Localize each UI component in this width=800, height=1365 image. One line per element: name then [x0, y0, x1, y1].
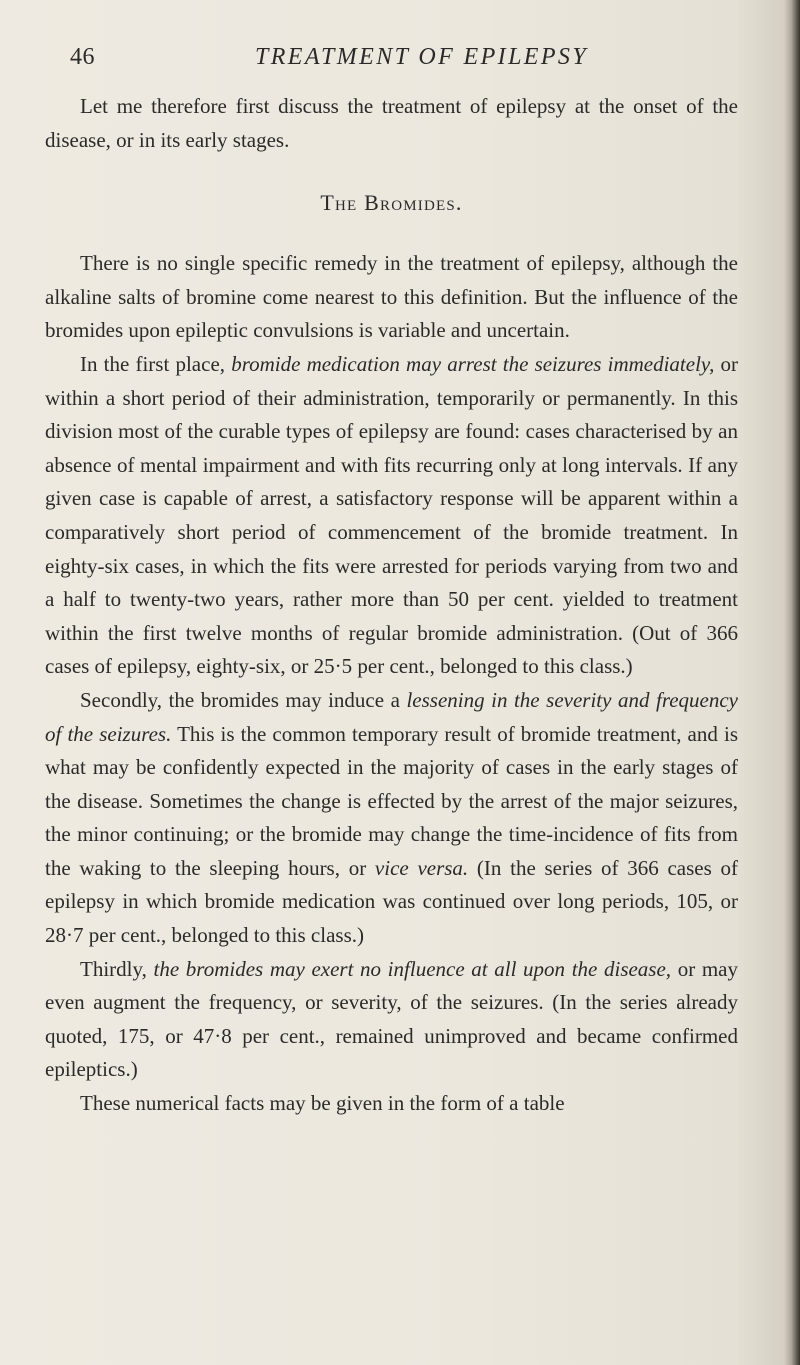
- text-run: or within a short period of their administration, temporarily or permanently. In this division most of the curable types of epilepsy are found: cases characterised by an absence of mental impairment and with fits recurring only at long intervals. If any given case is capable of arrest, a satisfactory response will be apparent within a comparatively short period of commencement of the bromide treatment. In eighty-six cases, in which the fits were arrested for periods varying from two and a half to twenty-two years, rather more than 50 per cent. yielded to treatment within the first twelve months of regular bromide administration. (Out of 366 cases of epilepsy, eighty-six, or 25·5 per cent., belonged to this class.): [45, 351, 739, 679]
- text-run: Secondly, the bromides may induce a: [80, 687, 407, 712]
- page-edge-shadow: [784, 0, 800, 1365]
- italic-phrase: the bromides may exert no influence at all upon the disease,: [153, 956, 672, 981]
- body-text: [45, 90, 738, 1121]
- italic-phrase: bromide medication may arrest the seizures immediately,: [231, 351, 715, 376]
- paragraph-secondly: [45, 684, 738, 953]
- paragraph-first-place: [45, 348, 738, 684]
- section-heading: The Bromides.: [320, 190, 463, 216]
- paragraph-thirdly: [45, 953, 738, 1087]
- paragraph-intro: Let me therefore first discuss the treatment of epilepsy at the onset of the disease, or in its early stages.: [45, 94, 738, 152]
- running-title: TREATMENT OF EPILEPSY: [255, 44, 589, 70]
- text-run: In the first place,: [80, 351, 232, 376]
- text-run: This is the common temporary result of bromide treatment, and is what may be confidently expected in the majority of cases in the early stages of the disease. Sometimes the change is effected by the arrest of the major seizures, the minor continuing; or the bromide may change the time-incidence of fits from the waking to the sleeping hours, or: [45, 721, 738, 880]
- italic-phrase: vice versa.: [374, 855, 469, 880]
- text-run: or may even augment the frequency, or severity, of the seizures. (In the series already quoted, 175, or 47·8 per cent., remained unimproved and became confirmed epileptics.): [45, 956, 738, 1082]
- italic-phrase: lessening in the severity and frequency of the seizures.: [45, 687, 738, 746]
- text-run: (In the series of 366 cases of epilepsy in which bromide medication was continued over long periods, 105, or 28·7 per cent., belonged to this class.): [45, 855, 738, 948]
- paragraph-table-intro: These numerical facts may be given in the form of a table: [80, 1091, 565, 1116]
- paragraph-specific-remedy: There is no single specific remedy in the treatment of epilepsy, although the alkaline salts of bromine come nearest to this definition. But the influence of the bromides upon epileptic convulsions is variable and uncertain.: [45, 251, 738, 343]
- page-number: 46: [70, 44, 95, 70]
- running-header: [70, 44, 740, 80]
- text-run: Thirdly,: [80, 956, 154, 981]
